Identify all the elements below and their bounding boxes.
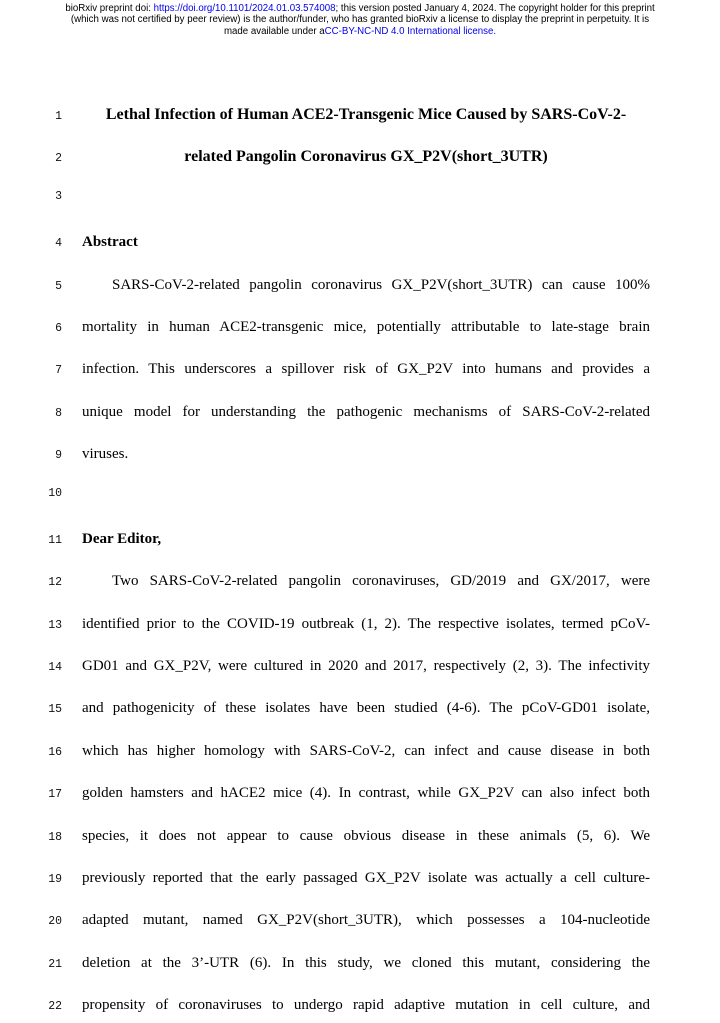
line-text: species, it does not appear to cause obvious disease in these animals (5, 6). We <box>82 827 650 844</box>
line-number: 20 <box>48 915 62 929</box>
line-number: 3 <box>55 189 62 203</box>
line-number: 10 <box>48 486 62 500</box>
line-text: Dear Editor, <box>82 530 162 547</box>
manuscript-line <box>0 393 720 435</box>
manuscript-line <box>0 817 720 859</box>
manuscript-line <box>0 986 720 1023</box>
manuscript-line <box>0 138 720 180</box>
line-number: 17 <box>48 788 62 802</box>
line-number: 2 <box>55 152 62 166</box>
biorxiv-banner <box>0 3 720 37</box>
line-number: 4 <box>55 237 62 251</box>
banner-line-3 <box>0 26 720 37</box>
line-number: 1 <box>55 110 62 123</box>
line-text: and pathogenicity of these isolates have been studied (4-6). The pCoV-GD01 isolate, <box>82 700 650 717</box>
line-text: mortality in human ACE2-transgenic mice, potentially attributable to late-stage brain <box>82 318 650 335</box>
line-text: Lethal Infection of Human ACE2-Transgenic Mice Caused by SARS-CoV-2- <box>105 106 627 123</box>
line-number: 18 <box>48 830 62 844</box>
banner-line2-text: (which was not certified by peer review) is the author/funder, who has granted bioRxiv a license to display the preprint in perpetuity. It is <box>70 14 650 26</box>
line-number: 12 <box>48 576 62 590</box>
manuscript-line <box>0 647 720 689</box>
manuscript-body <box>0 96 720 1023</box>
line-text: previously reported that the early passaged GX_P2V isolate was actually a cell culture- <box>82 870 650 887</box>
banner-line3-prefix: made available under a <box>223 25 325 37</box>
line-number: 16 <box>48 745 62 759</box>
manuscript-line <box>0 96 720 138</box>
banner-doi-prefix: bioRxiv preprint doi: <box>65 3 154 14</box>
line-text: golden hamsters and hACE2 mice (4). In contrast, while GX_P2V can also infect both <box>82 785 650 802</box>
line-number: 11 <box>48 533 62 547</box>
license-link[interactable]: CC-BY-NC-ND 4.0 International license. <box>324 25 497 37</box>
line-text: GD01 and GX_P2V, were cultured in 2020 and 2017, respectively (2, 3). The infectivity <box>82 658 650 675</box>
line-number: 14 <box>48 661 62 675</box>
banner-line1-suffix: ; this version posted January 4, 2024. The copyright holder for this preprint <box>335 3 655 14</box>
line-number: 13 <box>48 618 62 632</box>
manuscript-line <box>0 478 720 520</box>
line-text: deletion at the 3’-UTR (6). In this study, we cloned this mutant, considering the <box>82 954 650 971</box>
line-number: 8 <box>55 406 62 420</box>
banner-line-1 <box>0 3 720 14</box>
doi-link[interactable]: https://doi.org/10.1101/2024.01.03.574008 <box>153 3 336 14</box>
line-number: 9 <box>55 449 62 463</box>
banner-line-2 <box>0 14 720 25</box>
line-number: 5 <box>55 279 62 293</box>
manuscript-line <box>0 562 720 604</box>
line-number: 6 <box>55 321 62 335</box>
line-text: infection. This underscores a spillover risk of GX_P2V into humans and provides a <box>82 361 650 378</box>
line-text: identified prior to the COVID-19 outbreak (1, 2). The respective isolates, termed pCoV- <box>82 615 650 632</box>
manuscript-line <box>0 308 720 350</box>
manuscript-line <box>0 859 720 901</box>
manuscript-line <box>0 435 720 477</box>
line-text: propensity of coronaviruses to undergo rapid adaptive mutation in cell culture, and <box>82 997 650 1014</box>
line-text: Two SARS-CoV-2-related pangolin coronaviruses, GD/2019 and GX/2017, were <box>112 573 650 590</box>
manuscript-line <box>0 944 720 986</box>
line-text: related Pangolin Coronavirus GX_P2V(short_3UTR) <box>184 148 548 166</box>
manuscript-line <box>0 350 720 392</box>
line-text: unique model for understanding the pathogenic mechanisms of SARS-CoV-2-related <box>82 403 650 420</box>
manuscript-line <box>0 266 720 308</box>
manuscript-line <box>0 520 720 562</box>
line-number: 7 <box>55 364 62 378</box>
line-text: SARS-CoV-2-related pangolin coronavirus GX_P2V(short_3UTR) can cause 100% <box>112 276 650 293</box>
manuscript-line <box>0 774 720 816</box>
manuscript-line <box>0 605 720 647</box>
manuscript-line <box>0 732 720 774</box>
manuscript-line <box>0 223 720 265</box>
line-number: 22 <box>48 1000 62 1014</box>
line-number: 19 <box>48 873 62 887</box>
line-text: adapted mutant, named GX_P2V(short_3UTR), which possesses a 104-nucleotide <box>82 912 650 929</box>
line-text: Abstract <box>82 234 138 251</box>
line-number: 21 <box>48 957 62 971</box>
manuscript-line <box>0 901 720 943</box>
line-text: which has higher homology with SARS-CoV-2, can infect and cause disease in both <box>82 742 650 759</box>
line-number: 15 <box>48 703 62 717</box>
manuscript-line <box>0 689 720 731</box>
manuscript-line <box>0 181 720 223</box>
line-text: viruses. <box>82 446 129 463</box>
